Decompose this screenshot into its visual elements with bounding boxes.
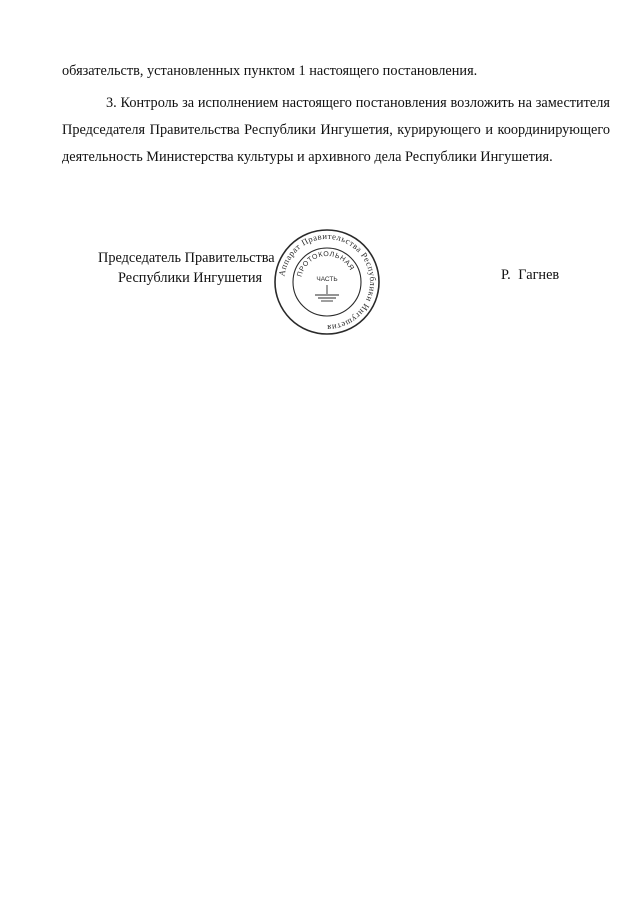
signatory-title-line1: Председатель Правительства: [98, 250, 275, 266]
seal-outer-text: Аппарат Правительства Республики Ингушетия: [276, 230, 379, 334]
signatory-title: [98, 248, 278, 288]
seal-center-text: ЧАСТЬ: [316, 276, 338, 283]
signatory-name: Р. Гагнев: [501, 267, 560, 283]
signatory-title-line2: Республики Ингушетия: [118, 270, 263, 286]
paragraph-3-control: 3. Контроль за исполнением настоящего постановления возложить на заместителя Председателя Правительства Республики Ингушетия, курирующего и координирующего деятельность Министерства культуры и архивного дела Республики Ингушетия.: [62, 95, 610, 165]
official-seal-stamp: [273, 228, 381, 336]
seal-inner-text: ПРОТОКОЛЬНАЯ: [296, 250, 355, 278]
text-line-obligations: обязательств, установленных пунктом 1 настоящего постановления.: [62, 63, 478, 79]
